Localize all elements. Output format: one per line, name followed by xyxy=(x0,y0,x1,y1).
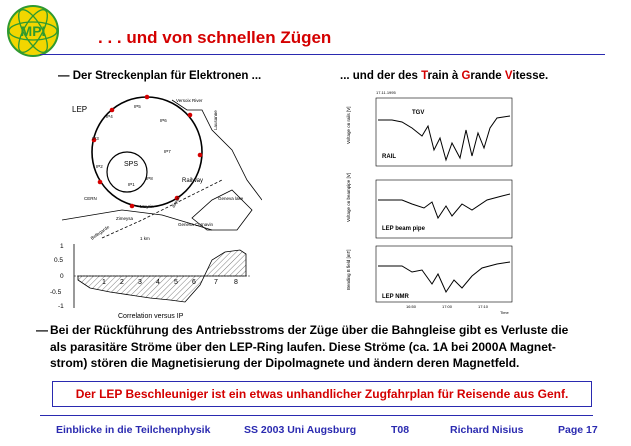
trace-label: LEP NMR xyxy=(382,294,409,300)
xtick: 2 xyxy=(120,279,124,286)
place-label: airport xyxy=(170,194,182,209)
mpi-logo xyxy=(3,3,63,59)
footer-course: Einblicke in die Teilchenphysik xyxy=(56,424,211,436)
title-text: und von schnellen Zügen xyxy=(126,28,332,47)
xtick: 3 xyxy=(138,279,142,286)
place-label: Zimeysa xyxy=(116,216,134,221)
ytick: 1 xyxy=(60,243,64,250)
place-label: Lausanne xyxy=(213,110,218,130)
lep-map xyxy=(62,90,262,242)
right-heading: ... und der des Train à Grande Vitesse. xyxy=(340,70,549,82)
place-label: Versoix River xyxy=(176,98,203,103)
ytick: -1 xyxy=(58,303,64,310)
xtick: 4 xyxy=(156,279,160,286)
train-traces xyxy=(342,88,522,316)
body-line: als parasitäre Ströme über den LEP-Ring laufen. Diese Ströme (ca. 1A bei 2000A Magnet- xyxy=(50,339,556,354)
place-label: Railway xyxy=(182,178,204,184)
trace-ylabel: Bending B field [mT] xyxy=(346,249,351,290)
ip-label: IP2 xyxy=(96,164,103,169)
correlation-xlabel: Correlation versus IP xyxy=(118,313,184,320)
ytick: 0.5 xyxy=(54,257,64,264)
scale-label: 1 km xyxy=(140,236,150,241)
correlation-chart xyxy=(50,240,260,322)
trace-label: RAIL xyxy=(382,154,396,160)
footer-rule xyxy=(40,415,593,416)
trace-xtick: 17:00 xyxy=(442,304,453,309)
body-line: strom) stören die Magnetisierung der Dipolmagnete und ändern deren Magnetfeld. xyxy=(50,356,520,370)
place-label: Geneva lake xyxy=(218,196,244,201)
xtick: 7 xyxy=(214,279,218,286)
trace-label: LEP beam pipe xyxy=(382,226,425,232)
ip-label: IP6 xyxy=(160,118,167,123)
sps-label: SPS xyxy=(124,161,139,168)
trace-ylabel: Voltage on beampipe [V] xyxy=(346,172,351,222)
ip-label: IP3 xyxy=(92,136,99,141)
left-heading: — Der Streckenplan für Elektronen ... xyxy=(58,70,262,82)
ip-label: IP1 xyxy=(128,182,135,187)
bullet-dash: — xyxy=(36,323,48,337)
trace-xlabel: Time xyxy=(500,310,509,315)
highlight-box: Der LEP Beschleuniger ist ein etwas unhandlicher Zugfahrplan für Reisende aus Genf. xyxy=(52,381,592,407)
ytick: 0 xyxy=(60,273,64,280)
place-label: Meyrin xyxy=(140,204,154,209)
footer-semester: SS 2003 Uni Augsburg xyxy=(244,424,357,436)
trace-xtick: 16:50 xyxy=(406,304,417,309)
footer-code: T08 xyxy=(391,424,410,436)
trace-ylabel: Voltage on rails [V] xyxy=(346,106,351,144)
trace-xtick: 17:10 xyxy=(478,304,489,309)
ip-label: IP7 xyxy=(164,149,171,154)
place-label: CERN xyxy=(84,196,97,201)
logo-text: MPI xyxy=(20,23,46,39)
xtick: 6 xyxy=(192,279,196,286)
ip-label: IP5 xyxy=(134,104,141,109)
ip-label: IP8 xyxy=(146,176,153,181)
body-bullet xyxy=(36,322,626,372)
lep-label: LEP xyxy=(72,105,88,114)
xtick: 1 xyxy=(102,279,106,286)
footer-page: Page 17 xyxy=(558,424,598,436)
body-line: Bei der Rückführung des Antriebsstroms der Züge über die Bahngleise gibt es Verluste die xyxy=(50,323,569,337)
place-label: Geneva Cornavin xyxy=(178,222,214,227)
xtick: 5 xyxy=(174,279,178,286)
trace-date: 17.11.1995 xyxy=(376,90,396,95)
page-title xyxy=(98,28,331,48)
ytick: -0.5 xyxy=(50,289,62,296)
xtick: 8 xyxy=(234,279,238,286)
title-rule xyxy=(40,54,605,55)
footer-author: Richard Nisius xyxy=(450,424,524,436)
place-label: Bellegarde xyxy=(89,224,111,241)
ip-label: IP4 xyxy=(106,114,113,119)
trace-label: TGV xyxy=(412,110,425,116)
title-dots: . . . xyxy=(98,28,122,47)
sps-ring xyxy=(107,152,147,192)
